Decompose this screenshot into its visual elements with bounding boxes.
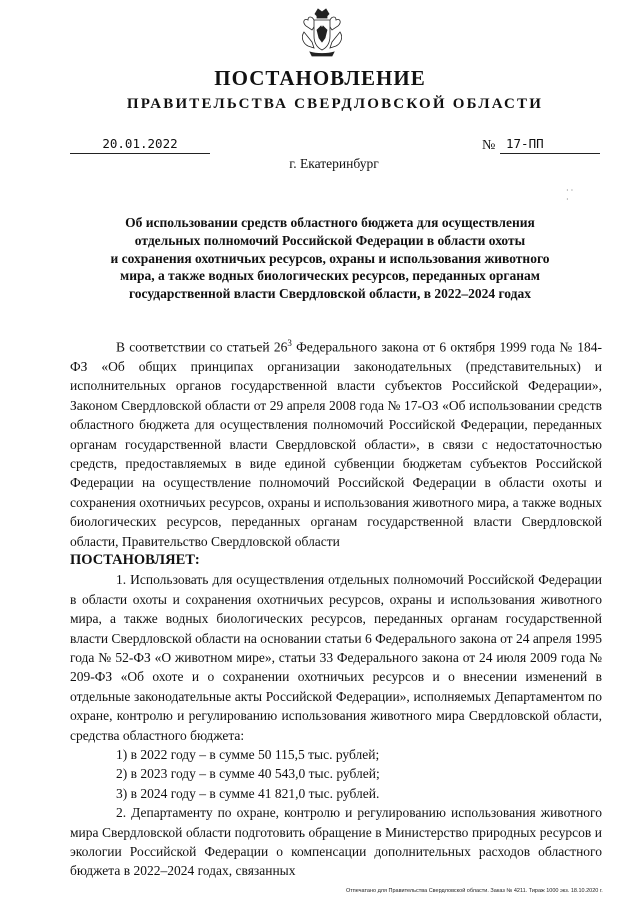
document-type-title: ПОСТАНОВЛЕНИЕ — [214, 66, 426, 90]
print-footer: Отпечатано для Правительства Свердловской области. Заказ № 4211. Тираж 1000 экз. 18.10.2020 г. — [346, 888, 603, 894]
preamble-text-start: В соответствии со статьей 26 — [116, 339, 288, 355]
list-item: 1) в 2022 году – в сумме 50 115,5 тыс. рублей; — [116, 747, 380, 763]
document-city: г. Екатеринбург — [289, 156, 379, 171]
list-item: 3) в 2024 году – в сумме 41 821,0 тыс. рублей. — [116, 785, 380, 801]
heading-line: мира, а также водных биологических ресурсов, переданных органам — [120, 268, 540, 284]
document-heading — [80, 214, 580, 303]
heading-line: и сохранения охотничьих ресурсов, охраны и использования животного — [110, 250, 550, 266]
scan-mark: · · · — [566, 186, 574, 204]
heading-line: отдельных полномочий Российской Федерации в области охоты — [134, 232, 526, 248]
article-superscript: 3 — [287, 338, 292, 348]
document-number: 17-ПП — [500, 136, 600, 154]
paragraph-1: 1. Использовать для осуществления отдельных полномочий Российской Федерации в области охоты и сохранения охотничьих ресурсов, охраны и использования животного мира, а также водных биологических ресурсов, переданных органам государственной власти Свердловской области на основании статьи 6 Федерального закона от 24 апреля 1995 года № 52-ФЗ «О животном мире», статьи 33 Федерального закона от 24 июля 2009 года № 209-ФЗ «Об охоте и о сохранении охотничьих ресурсов и о внесении изменений в отдельные законодательные акты Российской Федерации», исполняемых Департаментом по охране, контролю и регулированию использования животного мира Свердловской области, средства областного бюджета: — [70, 572, 602, 743]
number-label: № — [482, 138, 496, 153]
heading-line: Об использовании средств областного бюджета для осуществления — [125, 215, 535, 230]
document-date: 20.01.2022 — [70, 136, 210, 154]
preamble-text-rest: Федерального закона от 6 октября 1999 года № 184-ФЗ «Об общих принципах организации законодательных (представительных) и исполнительных органов государственной власти субъектов Российской Федерации», Законом Свердловской области от 29 апреля 2008 года № 17-ОЗ «Об использовании средств областного бюджета для осуществления полномочий Российской Федерации, переданных органам государственной власти Свердловской области», в связи с недостаточностью средств, предоставляемых в виде единой субвенции бюджетам субъектов Российской Федерации на осуществление полномочий Российской Федерации в области охоты и сохранения охотничьих ресурсов, охраны и использования животного мира, а также водных биологических ресурсов, переданных органам государственной власти Свердловской области, Правительство Свердловской области — [70, 339, 602, 549]
paragraph-2: 2. Департаменту по охране, контролю и регулированию использования животного мира Свердловской области подготовить обращение в Министерство природных ресурсов и экологии Российской Федерации о компенсации дополнительных расходов областного бюджета в 2022–2024 годах, связанных — [70, 805, 602, 879]
document-body — [70, 334, 602, 881]
sverdlovsk-coat-of-arms-icon — [298, 8, 346, 58]
preamble-paragraph — [70, 334, 602, 551]
decree-word: ПОСТАНОВЛЯЕТ: — [70, 551, 200, 568]
issuing-authority: ПРАВИТЕЛЬСТВА СВЕРДЛОВСКОЙ ОБЛАСТИ — [126, 96, 544, 112]
list-item: 2) в 2023 году – в сумме 40 543,0 тыс. рублей; — [116, 766, 380, 782]
heading-line: государственной власти Свердловской области, в 2022–2024 годах — [129, 286, 531, 302]
